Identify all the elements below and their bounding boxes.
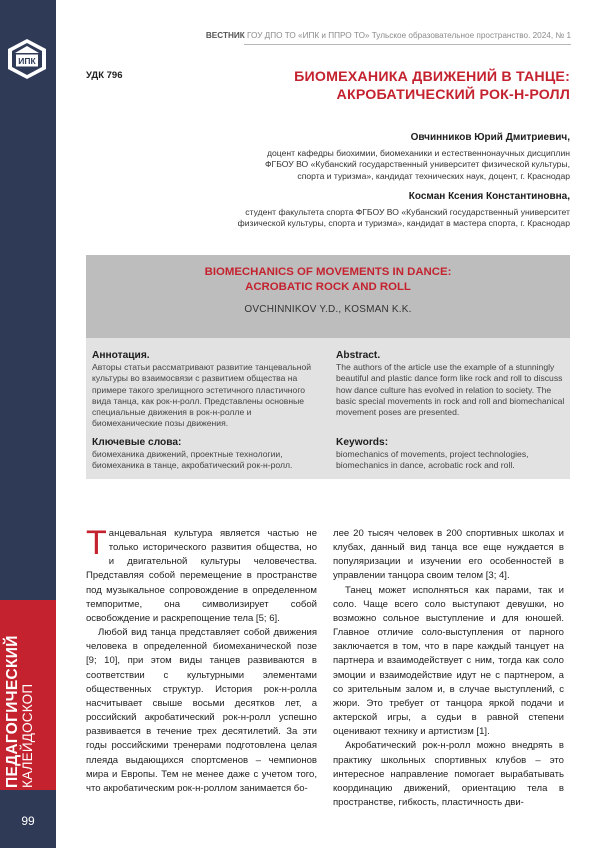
body-paragraph-text: анцевальная культура является частью не только исторического развития общества, но и двигательной культуры человечества. Представляя собой перемещение в пространстве под музыкальное сопровождение в определенном темпоритме, она символизирует собой освобождение и раскрепощение тела [5; 6].: [86, 528, 317, 624]
abstract-ru: [92, 350, 322, 429]
section-label-line1: ПЕДАГОГИЧЕСКИЙ: [4, 635, 21, 788]
article-title-ru: [294, 68, 570, 104]
keywords-ru-text: биомеханика движений, проектные технологии, биомеханика в танце, акробатический рок-н-ролл.: [92, 449, 293, 471]
abstract-en: [336, 350, 566, 418]
header-divider: [244, 44, 571, 45]
author-block-2: [238, 191, 570, 230]
body-paragraph: Танец может исполняться как парами, так и соло. Чаще всего соло выступают девушки, но возможно сольное выступление и для юношей. Главное отличие соло-выступления от парного заключается в том, что в паре каждый танцует на партнера и взаимодействует с ним, тогда как соло эмоции и взаимодействие идут не с партнером, а со зрительным залом и, в случае выступлений, с жюри. Это требует от танцора яркой подачи и актерской игры, а судьи в равной степени оценивают технику и артистизм [1].: [333, 584, 564, 738]
body-column-left: [86, 524, 317, 796]
journal-name: ВЕСТНИК: [205, 31, 245, 40]
abstract-en-text: The authors of the article use the example of a stunningly beautiful and plastic dance form like rock and roll to discuss how dance culture has evolved in relation to society. The basic special movements in rock and roll and biomechanical movement poses are presented.: [336, 362, 565, 418]
author-affiliation-line: физической культуры, спорта и туризма», кандидат в мастера спорта, г. Краснодар: [237, 218, 570, 229]
authors-en: OVCHINNIKOV Y.D., KOSMAN K.K.: [244, 304, 412, 315]
author-name: Овчинников Юрий Дмитриевич,: [410, 132, 570, 143]
abstract-ru-text: Авторы статьи рассматривают развитие танцевальной культуры во взаимосвязи с развитием общества на примере такого зрелищного эстетичного пластичного вида танца, как рок-н-ролл. Представлены основные специальные движения в рок-н-ролле и биомеханические позы движения.: [92, 362, 312, 429]
keywords-en-label: Keywords:: [336, 437, 389, 448]
body-paragraph: лее 20 тысяч человек в 200 спортивных школах и клубах, данный вид танца все еще нуждается в популяризации и изучении его особенностей в управлении танцора своим телом [3; 4].: [333, 528, 564, 582]
institute-logo-icon: [7, 38, 47, 80]
body-paragraph: [86, 524, 317, 626]
section-label: [5, 598, 35, 788]
title-en-line2: ACROBATIC ROCK AND ROLL: [245, 280, 411, 293]
title-en-line1: BIOMECHANICS OF MOVEMENTS IN DANCE:: [204, 266, 452, 278]
author-affiliation-line: ФГБОУ ВО «Кубанский государственный университет физической культуры,: [265, 159, 570, 170]
title-ru-line2: АКРОБАТИЧЕСКИЙ РОК-Н-РОЛЛ: [336, 87, 570, 103]
logo-label: ИПК: [18, 56, 36, 66]
keywords-ru-label: Ключевые слова:: [92, 437, 182, 448]
page-number: 99: [21, 814, 35, 828]
author-affiliation-line: спорта и туризма», кандидат технических наук, доцент, г. Краснодар: [297, 170, 570, 181]
sidebar-band: [0, 0, 56, 848]
keywords-en: [336, 437, 566, 472]
author-block-1: [265, 132, 570, 182]
abstract-box: [86, 255, 570, 479]
journal-header: [206, 31, 571, 40]
body-paragraph: Акробатический рок-н-ролл можно внедрять в практику школьных спортивных клубов – это интересное направление помогает вырабатывать координацию движений, ориентацию тела в пространстве, гибкость, пластичность дви-: [333, 740, 564, 808]
drop-cap: Т: [86, 524, 107, 562]
journal-details: ГОУ ДПО ТО «ИПК и ППРО ТО» Тульское образовательное пространство. 2024, № 1: [244, 31, 571, 40]
keywords-en-text: biomechanics of movements, project technologies, biomechanics in dance, acrobatic rock and roll.: [336, 449, 529, 471]
title-ru-line1: БИОМЕХАНИКА ДВИЖЕНИЙ В ТАНЦЕ:: [294, 69, 570, 85]
abstract-en-label: Abstract.: [336, 350, 381, 361]
section-label-line2: КАЛЕЙДОСКОП: [20, 683, 36, 788]
body-column-right: [333, 527, 564, 810]
author-affiliation-line: доцент кафедры биохимии, биомеханики и естественнонаучных дисциплин: [267, 147, 570, 158]
udk-code: УДК 796: [86, 70, 123, 81]
article-title-en: [86, 265, 570, 294]
keywords-ru: [92, 437, 322, 472]
author-affiliation-line: студент факультета спорта ФГБОУ ВО «Кубанский государственный университет: [245, 206, 570, 217]
author-name: Косман Ксения Константиновна,: [408, 191, 570, 202]
abstract-ru-label: Аннотация.: [92, 350, 150, 361]
body-paragraph: Любой вид танца представляет собой движения человека в определенной биомеханической позе [9; 10], при этом виды танцев развиваются в соответствии с культурными элементами общественных структур. История рок-н-ролла насчитывает свыше восьми десятков лет, а российский акробатический рок-н-ролл успешно развивается в течение трех десятилетий. За эти годы российскими тренерами подготовлена целая плеяда выдающихся спортсменов – чемпионов мира и Европы. Тем не менее даже с учетом того, что акробатическим рок-н-роллом занимается бо-: [86, 627, 317, 794]
